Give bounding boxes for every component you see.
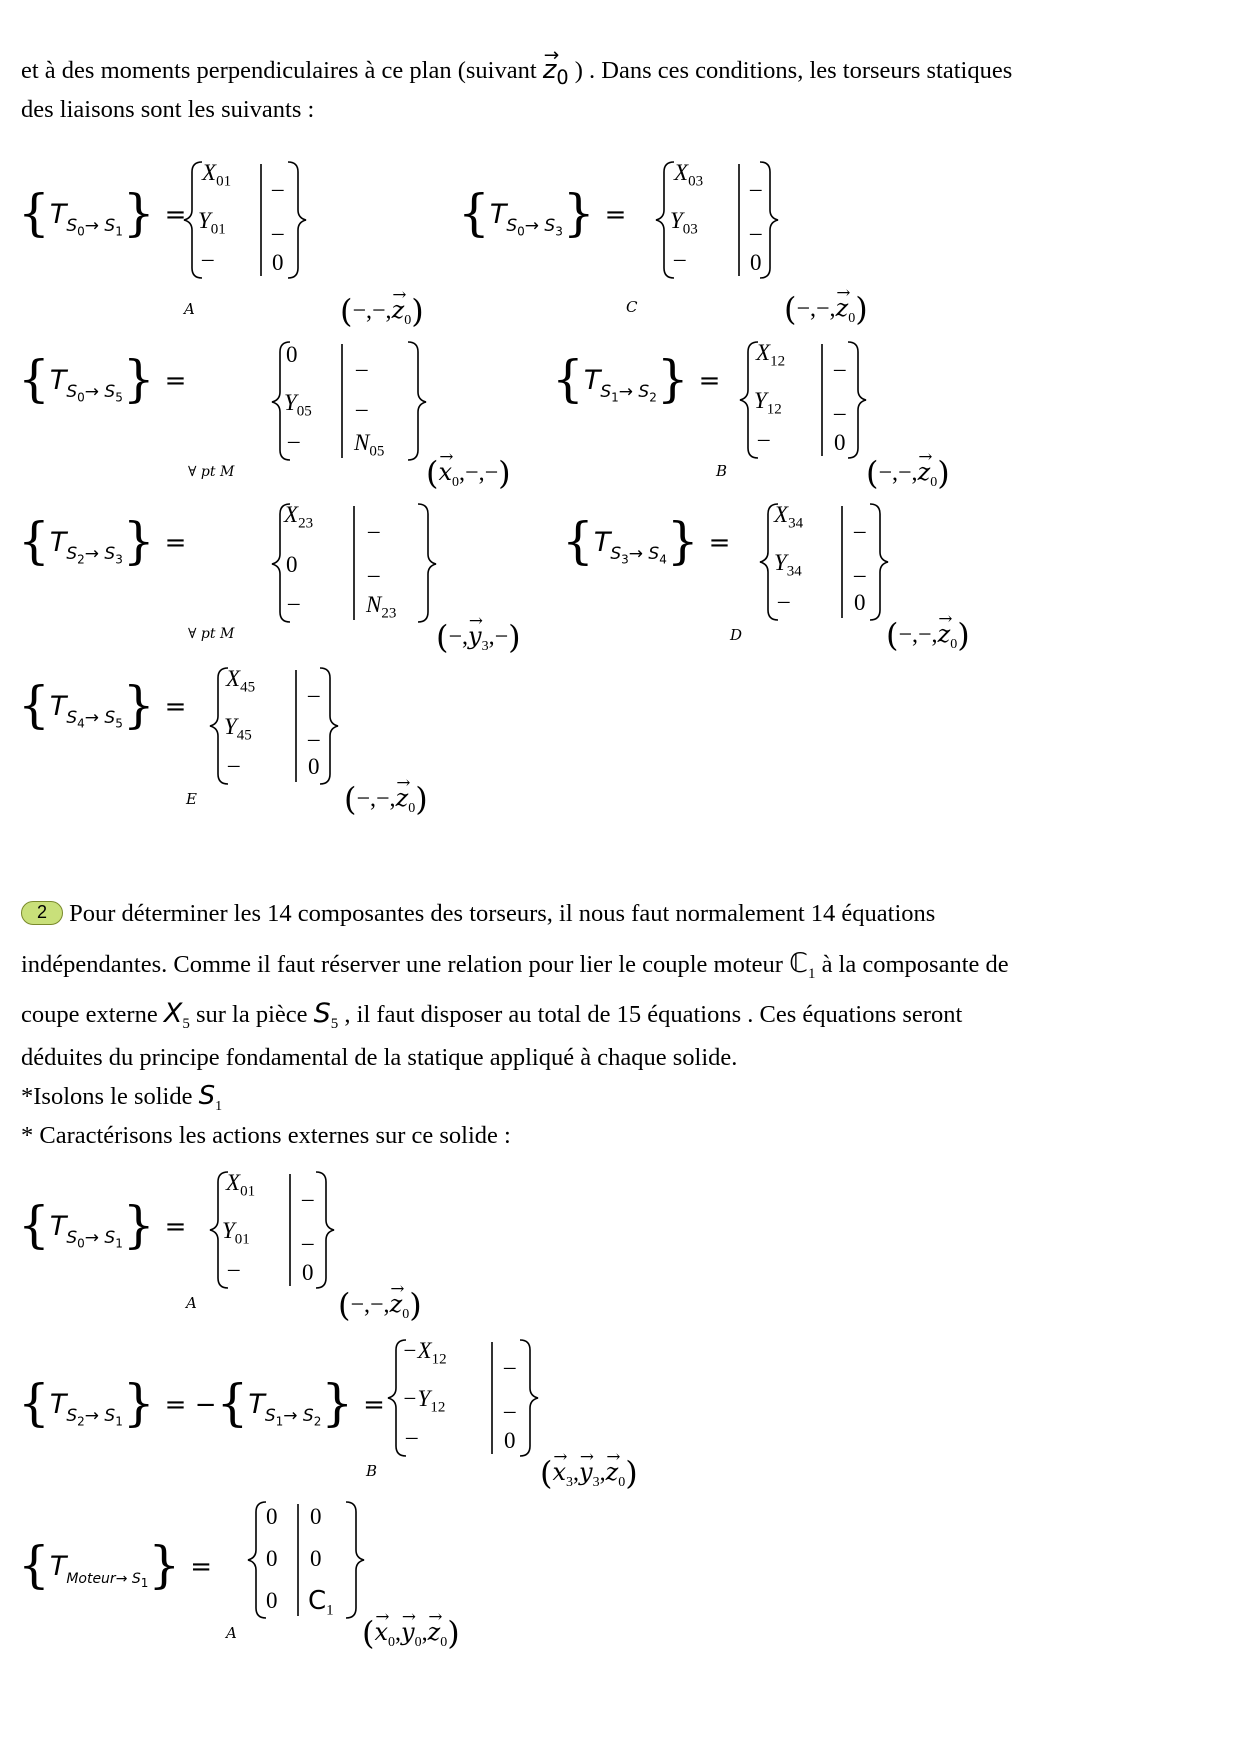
basis-z0: (−,−,→ $z_0$) bbox=[338, 1286, 422, 1324]
point-label-D: D bbox=[730, 626, 743, 644]
intro-text-a: et à des moments perpendiculaires à ce plan (suivant bbox=[21, 57, 543, 84]
isolons-line: *Isolons le solide $S_1$ bbox=[21, 1081, 223, 1114]
basis-x0-y0-z0: (→ $x_0,\to y_0,\to z_0$) bbox=[362, 1614, 460, 1652]
basis-z0: (−,−,→ $z_0$) bbox=[784, 290, 868, 328]
point-label-forall-M: ∀ pt M bbox=[188, 464, 235, 480]
point-label-B: B bbox=[716, 462, 728, 480]
basis-z0: (−,−,→ $z_0$) bbox=[340, 292, 424, 330]
point-label-E: E bbox=[186, 790, 197, 808]
basis-z0: (−,−,→ $z_0$) bbox=[866, 454, 950, 492]
iso-torseur-moteur-braces bbox=[244, 1498, 368, 1628]
step-badge: 2 bbox=[21, 901, 63, 925]
section2-line-4: déduites du principe fondamental de la statique appliqué à chaque solide. bbox=[21, 1044, 738, 1071]
intro-line-2: des liaisons sont les suivants : bbox=[21, 96, 315, 123]
caracterisons-line: * Caractérisons les actions externes sur ce solide : bbox=[21, 1122, 511, 1149]
basis-z0: (−,−,→ $z_0$) bbox=[344, 780, 428, 818]
basis-x0: (→ $x_0,-,-$) bbox=[426, 454, 511, 492]
basis-y3: (−,→ $y_3,-$) bbox=[436, 618, 521, 656]
point-label-A: A bbox=[226, 1624, 237, 1642]
section2-line-2: indépendantes. Comme il faut réserver une relation pour lier le couple moteur ℂ$_1$ à la composante de bbox=[21, 948, 1009, 982]
intro-text-b: ) . Dans ces conditions, les torseurs statiques bbox=[568, 57, 1013, 84]
section2-line-3: coupe externe $X_5$ sur la pièce $S_5$ , il faut disposer au total de 15 équations . Ces équations seront bbox=[21, 998, 963, 1032]
point-label-C: C bbox=[626, 298, 638, 316]
basis-x3-y3-z0: (→ $x_3,\to y_3,\to z_0$) bbox=[540, 1454, 638, 1492]
z0-vector: → $z_0$ bbox=[543, 48, 569, 100]
point-label-A: A bbox=[184, 300, 195, 318]
basis-z0: (−,−,→ $z_0$) bbox=[886, 616, 970, 654]
torseur-lhs: $\{T_{S_0\to S_1}\}$ = bbox=[18, 184, 187, 242]
point-label-forall-M: ∀ pt M bbox=[188, 626, 235, 642]
section2-line-1: 2 Pour déterminer les 14 composantes des torseurs, il nous faut normalement 14 équations bbox=[21, 892, 935, 936]
point-label-A: A bbox=[186, 1294, 197, 1312]
point-label-B: B bbox=[366, 1462, 378, 1480]
